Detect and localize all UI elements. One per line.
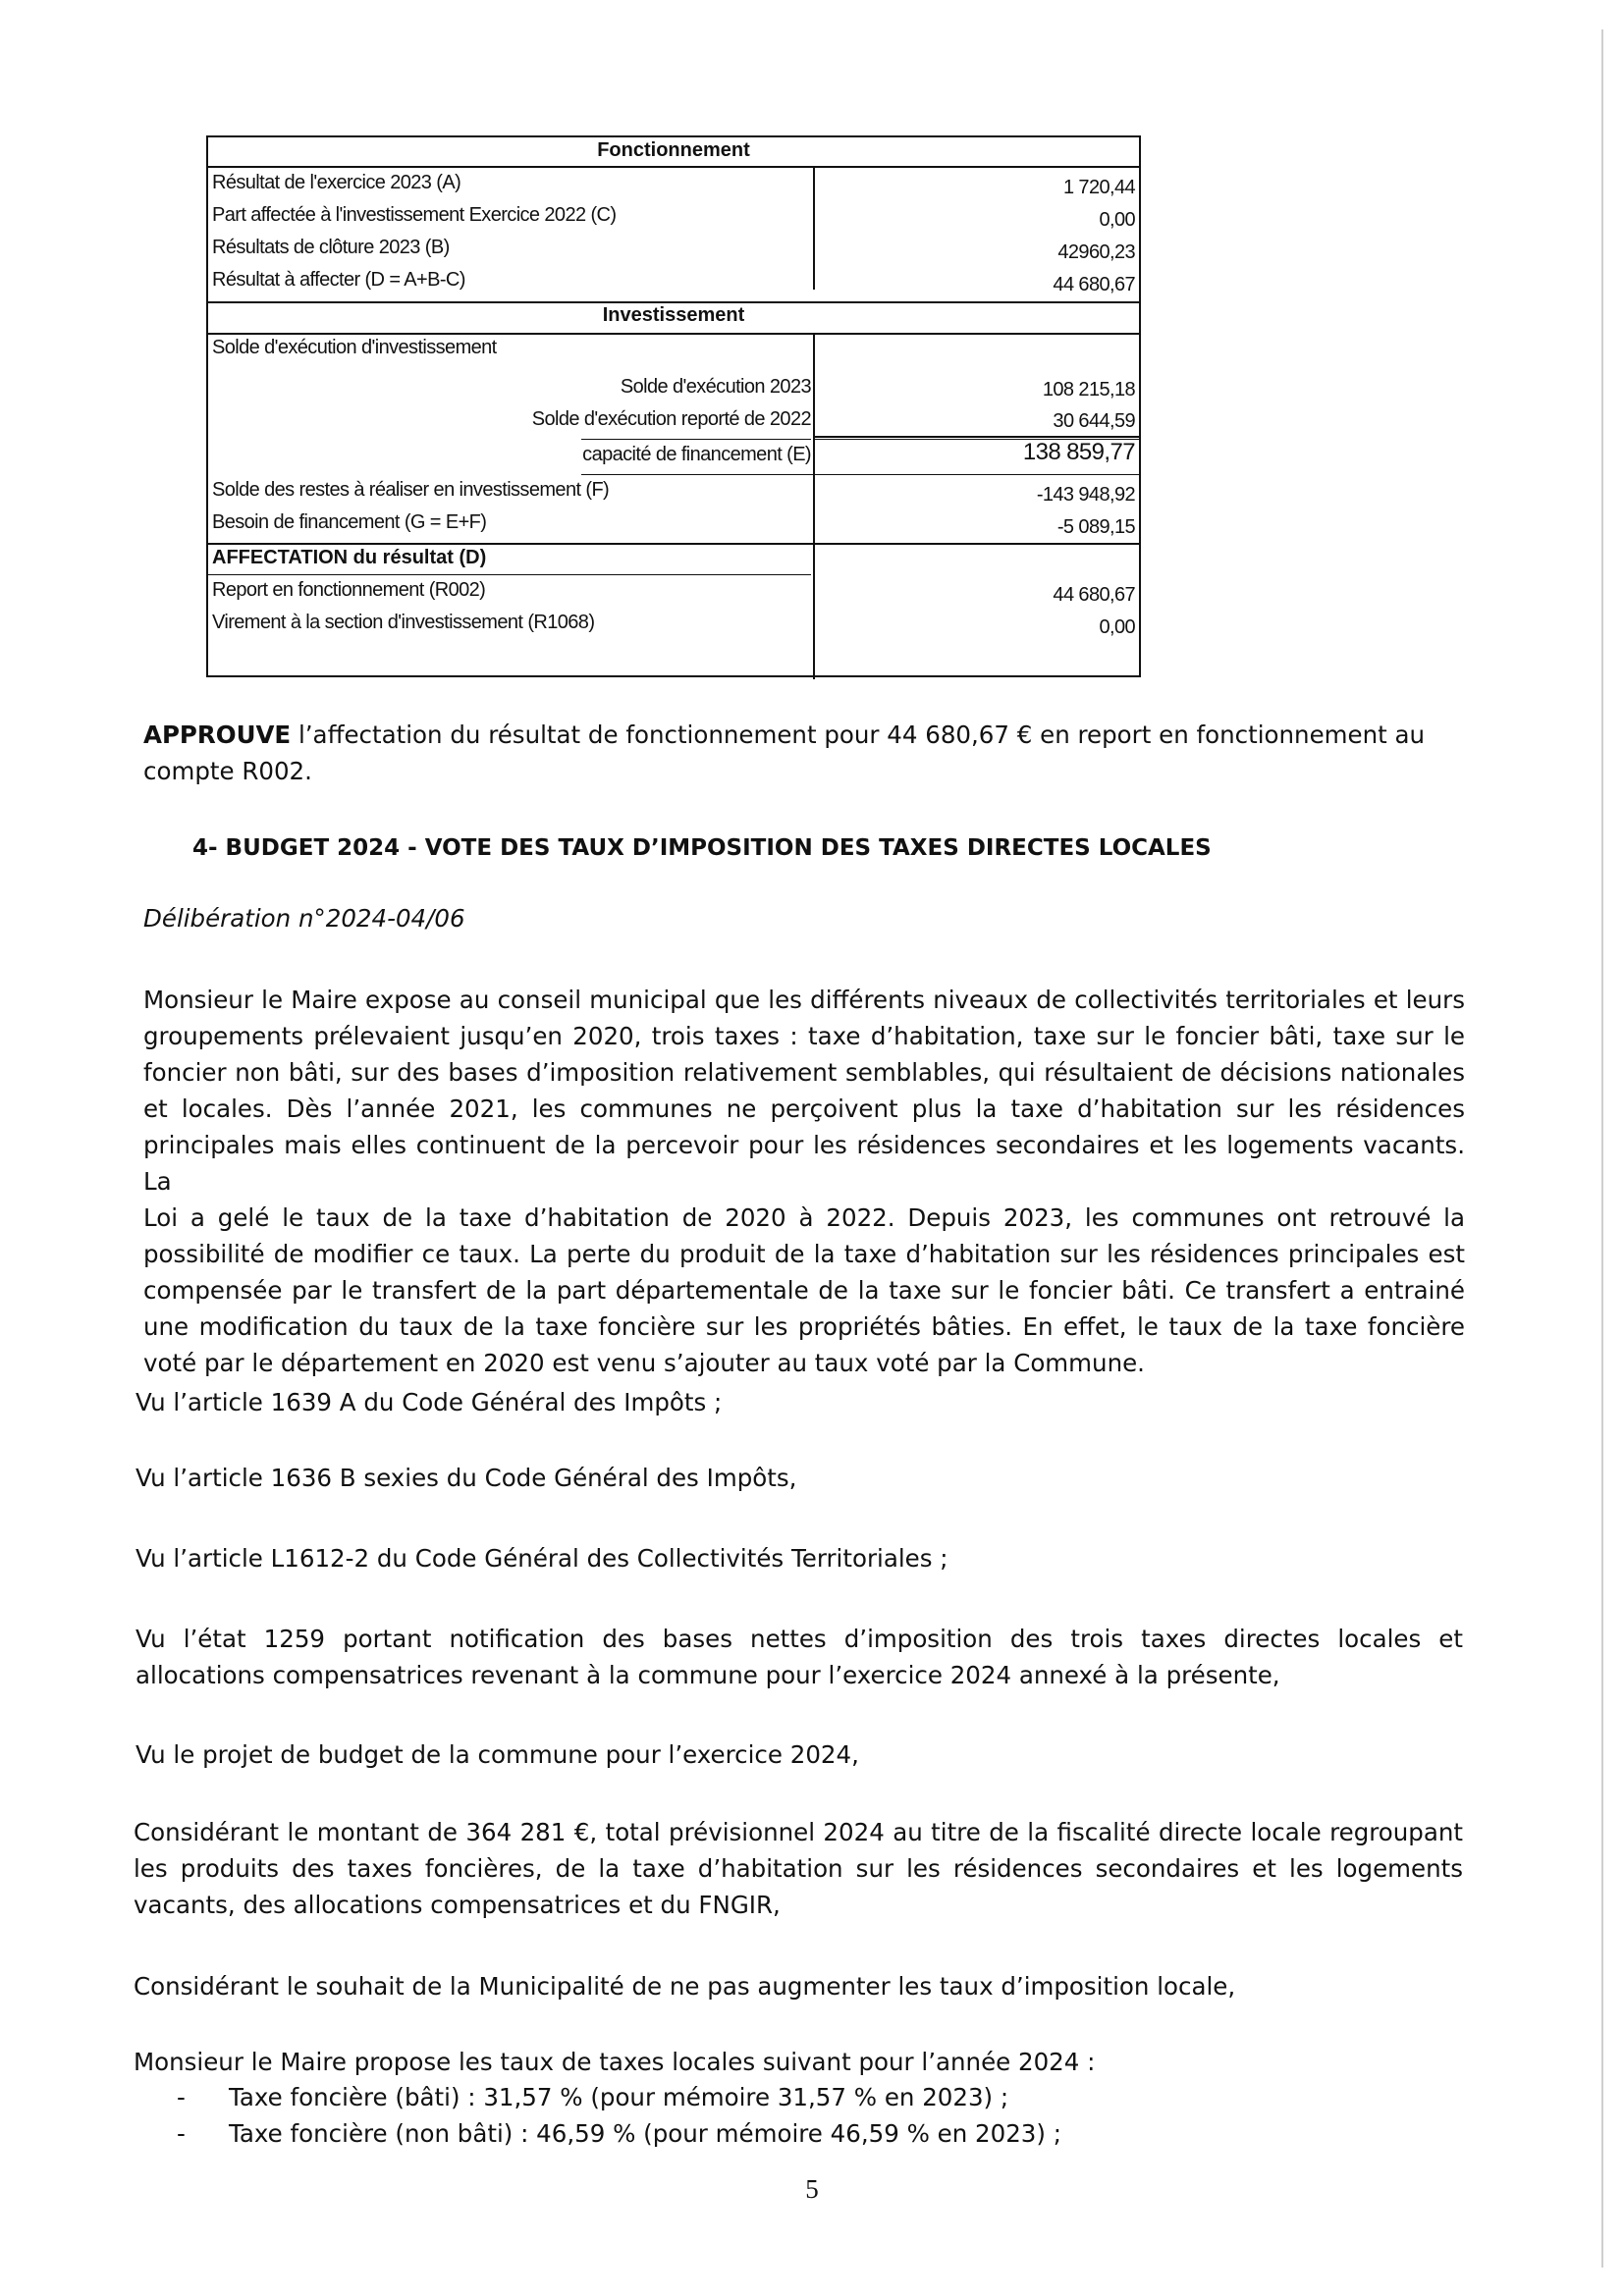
table-row-label: Résultats de clôture 2023 (B) (212, 237, 450, 258)
bullet-dash: - (177, 2083, 186, 2111)
paragraph-line: compensée par le transfert de la part départementale de la taxe sur le foncier bâti. Ce transfert a entrainé (143, 1276, 1465, 1305)
vu-projet-budget: Vu le projet de budget de la commune pour l’exercice 2024, (135, 1740, 859, 1769)
list-item (177, 2079, 1061, 2115)
paragraph-line: Loi a gelé le taux de la taxe d’habitation de 2020 à 2022. Depuis 2023, les communes ont retrouvé la (143, 1203, 1465, 1232)
table-divider (208, 166, 1139, 168)
paragraph-line: possibilité de modifier ce taux. La perte du produit de la taxe d’habitation sur les résidences principales est (143, 1240, 1465, 1268)
capacite-financement-label: capacité de financement (E) (582, 444, 811, 465)
report-fonctionnement-value: 44 680,67 (1053, 584, 1135, 606)
table-divider (208, 574, 811, 575)
virement-value: 0,00 (1099, 616, 1135, 638)
solde-2022-label: Solde d'exécution reporté de 2022 (531, 408, 811, 430)
solde-2023-label: Solde d'exécution 2023 (620, 376, 811, 398)
paragraph-line: et locales. Dès l’année 2021, les communes ne perçoivent plus la taxe d’habitation sur les résidences (143, 1095, 1465, 1123)
solde-2023-value: 108 215,18 (1042, 379, 1135, 400)
table-row-value: 0,00 (1099, 209, 1135, 231)
list-item (177, 2115, 1061, 2152)
table-row-label: Résultat à affecter (D = A+B-C) (212, 269, 465, 291)
column-divider (813, 166, 815, 290)
column-divider (813, 333, 815, 679)
deliberation-number: Délibération n°2024-04/06 (143, 904, 465, 933)
paragraph-line: foncier non bâti, sur des bases d’imposition relativement semblables, qui résultaient de décisions nationales (143, 1058, 1465, 1087)
section-heading: 4- BUDGET 2024 - VOTE DES TAUX D’IMPOSITION DES TAXES DIRECTES LOCALES (192, 835, 1212, 861)
table-divider (581, 474, 1139, 475)
list-item-text: Taxe foncière (non bâti) : 46,59 % (pour mémoire 46,59 % en 2023) ; (229, 2119, 1061, 2148)
table-row-label: Résultat de l'exercice 2023 (A) (212, 172, 461, 193)
expose-paragraph (143, 982, 1465, 1381)
fonctionnement-header: Fonctionnement (597, 139, 750, 161)
besoin-financement-label: Besoin de financement (G = E+F) (212, 511, 487, 533)
approuve-text: l’affectation du résultat de fonctionnement pour 44 680,67 € en report en fonctionnement au (291, 721, 1426, 749)
table-row-label: Part affectée à l'investissement Exercice 2022 (C) (212, 204, 617, 226)
capacite-financement-value: 138 859,77 (1022, 439, 1135, 465)
table-row-value: 44 680,67 (1053, 274, 1135, 295)
table-row-value: 42960,23 (1057, 241, 1135, 263)
report-fonctionnement-label: Report en fonctionnement (R002) (212, 579, 486, 601)
considerant-montant (134, 1814, 1463, 1923)
bullet-dash: - (177, 2119, 186, 2148)
table-divider (208, 301, 1139, 303)
approuve-paragraph (143, 717, 1432, 789)
list-item-text: Taxe foncière (bâti) : 31,57 % (pour mémoire 31,57 % en 2023) ; (229, 2083, 1009, 2111)
considerant-souhait: Considérant le souhait de la Municipalité de ne pas augmenter les taux d’imposition locale, (134, 1972, 1236, 2001)
restes-label: Solde des restes à réaliser en investissement (F) (212, 479, 610, 501)
paragraph-line: Considérant le montant de 364 281 €, total prévisionnel 2024 au titre de la fiscalité directe locale regroupant (134, 1818, 1463, 1846)
approuve-text-line2: compte R002. (143, 757, 312, 785)
vu-article-1639: Vu l’article 1639 A du Code Général des Impôts ; (135, 1388, 723, 1416)
paragraph-line: une modification du taux de la taxe foncière sur les propriétés bâties. En effet, le taux de la taxe foncière (143, 1312, 1465, 1341)
paragraph-line: vacants, des allocations compensatrices et du FNGIR, (134, 1891, 781, 1919)
solde-2022-value: 30 644,59 (1053, 410, 1135, 432)
paragraph-line: voté par le département en 2020 est venu s’ajouter au taux voté par la Commune. (143, 1349, 1145, 1377)
tax-rate-list (177, 2079, 1061, 2152)
paragraph-line: groupements prélevaient jusqu’en 2020, trois taxes : taxe d’habitation, taxe sur le foncier bâti, taxe sur le (143, 1022, 1465, 1050)
table-row-value: 1 720,44 (1062, 177, 1135, 198)
propose-intro: Monsieur le Maire propose les taux de taxes locales suivant pour l’année 2024 : (134, 2048, 1096, 2076)
table-divider (581, 439, 811, 440)
paragraph-line: allocations compensatrices revenant à la commune pour l’exercice 2024 annexé à la présente, (135, 1661, 1280, 1689)
table-divider (813, 436, 1139, 438)
restes-value: -143 948,92 (1036, 484, 1135, 506)
paragraph-line: principales mais elles continuent de la percevoir pour les résidences secondaires et les logements vacants. La (143, 1131, 1465, 1196)
investissement-header: Investissement (602, 304, 745, 326)
page-number: 5 (805, 2174, 819, 2204)
solde-execution-label: Solde d'exécution d'investissement (212, 337, 497, 358)
vu-article-l1612: Vu l’article L1612-2 du Code Général des Collectivités Territoriales ; (135, 1544, 948, 1573)
paragraph-line: Vu l’état 1259 portant notification des bases nettes d’imposition des trois taxes directes locales et (135, 1625, 1463, 1653)
virement-label: Virement à la section d'investissement (R1068) (212, 612, 595, 633)
scan-edge-line (1601, 29, 1603, 2268)
budget-result-table (206, 135, 1141, 677)
paragraph-line: Monsieur le Maire expose au conseil municipal que les différents niveaux de collectivités territoriales et leurs (143, 986, 1465, 1014)
table-divider (208, 543, 1139, 545)
affectation-header: AFFECTATION du résultat (D) (212, 547, 487, 568)
approuve-keyword: APPROUVE (143, 721, 292, 749)
table-divider (208, 333, 1139, 335)
besoin-financement-value: -5 089,15 (1056, 516, 1135, 538)
vu-article-1636: Vu l’article 1636 B sexies du Code Général des Impôts, (135, 1464, 797, 1492)
paragraph-line: les produits des taxes foncières, de la taxe d’habitation sur les résidences secondaires et les logements (134, 1854, 1463, 1883)
vu-etat-1259 (135, 1621, 1463, 1693)
